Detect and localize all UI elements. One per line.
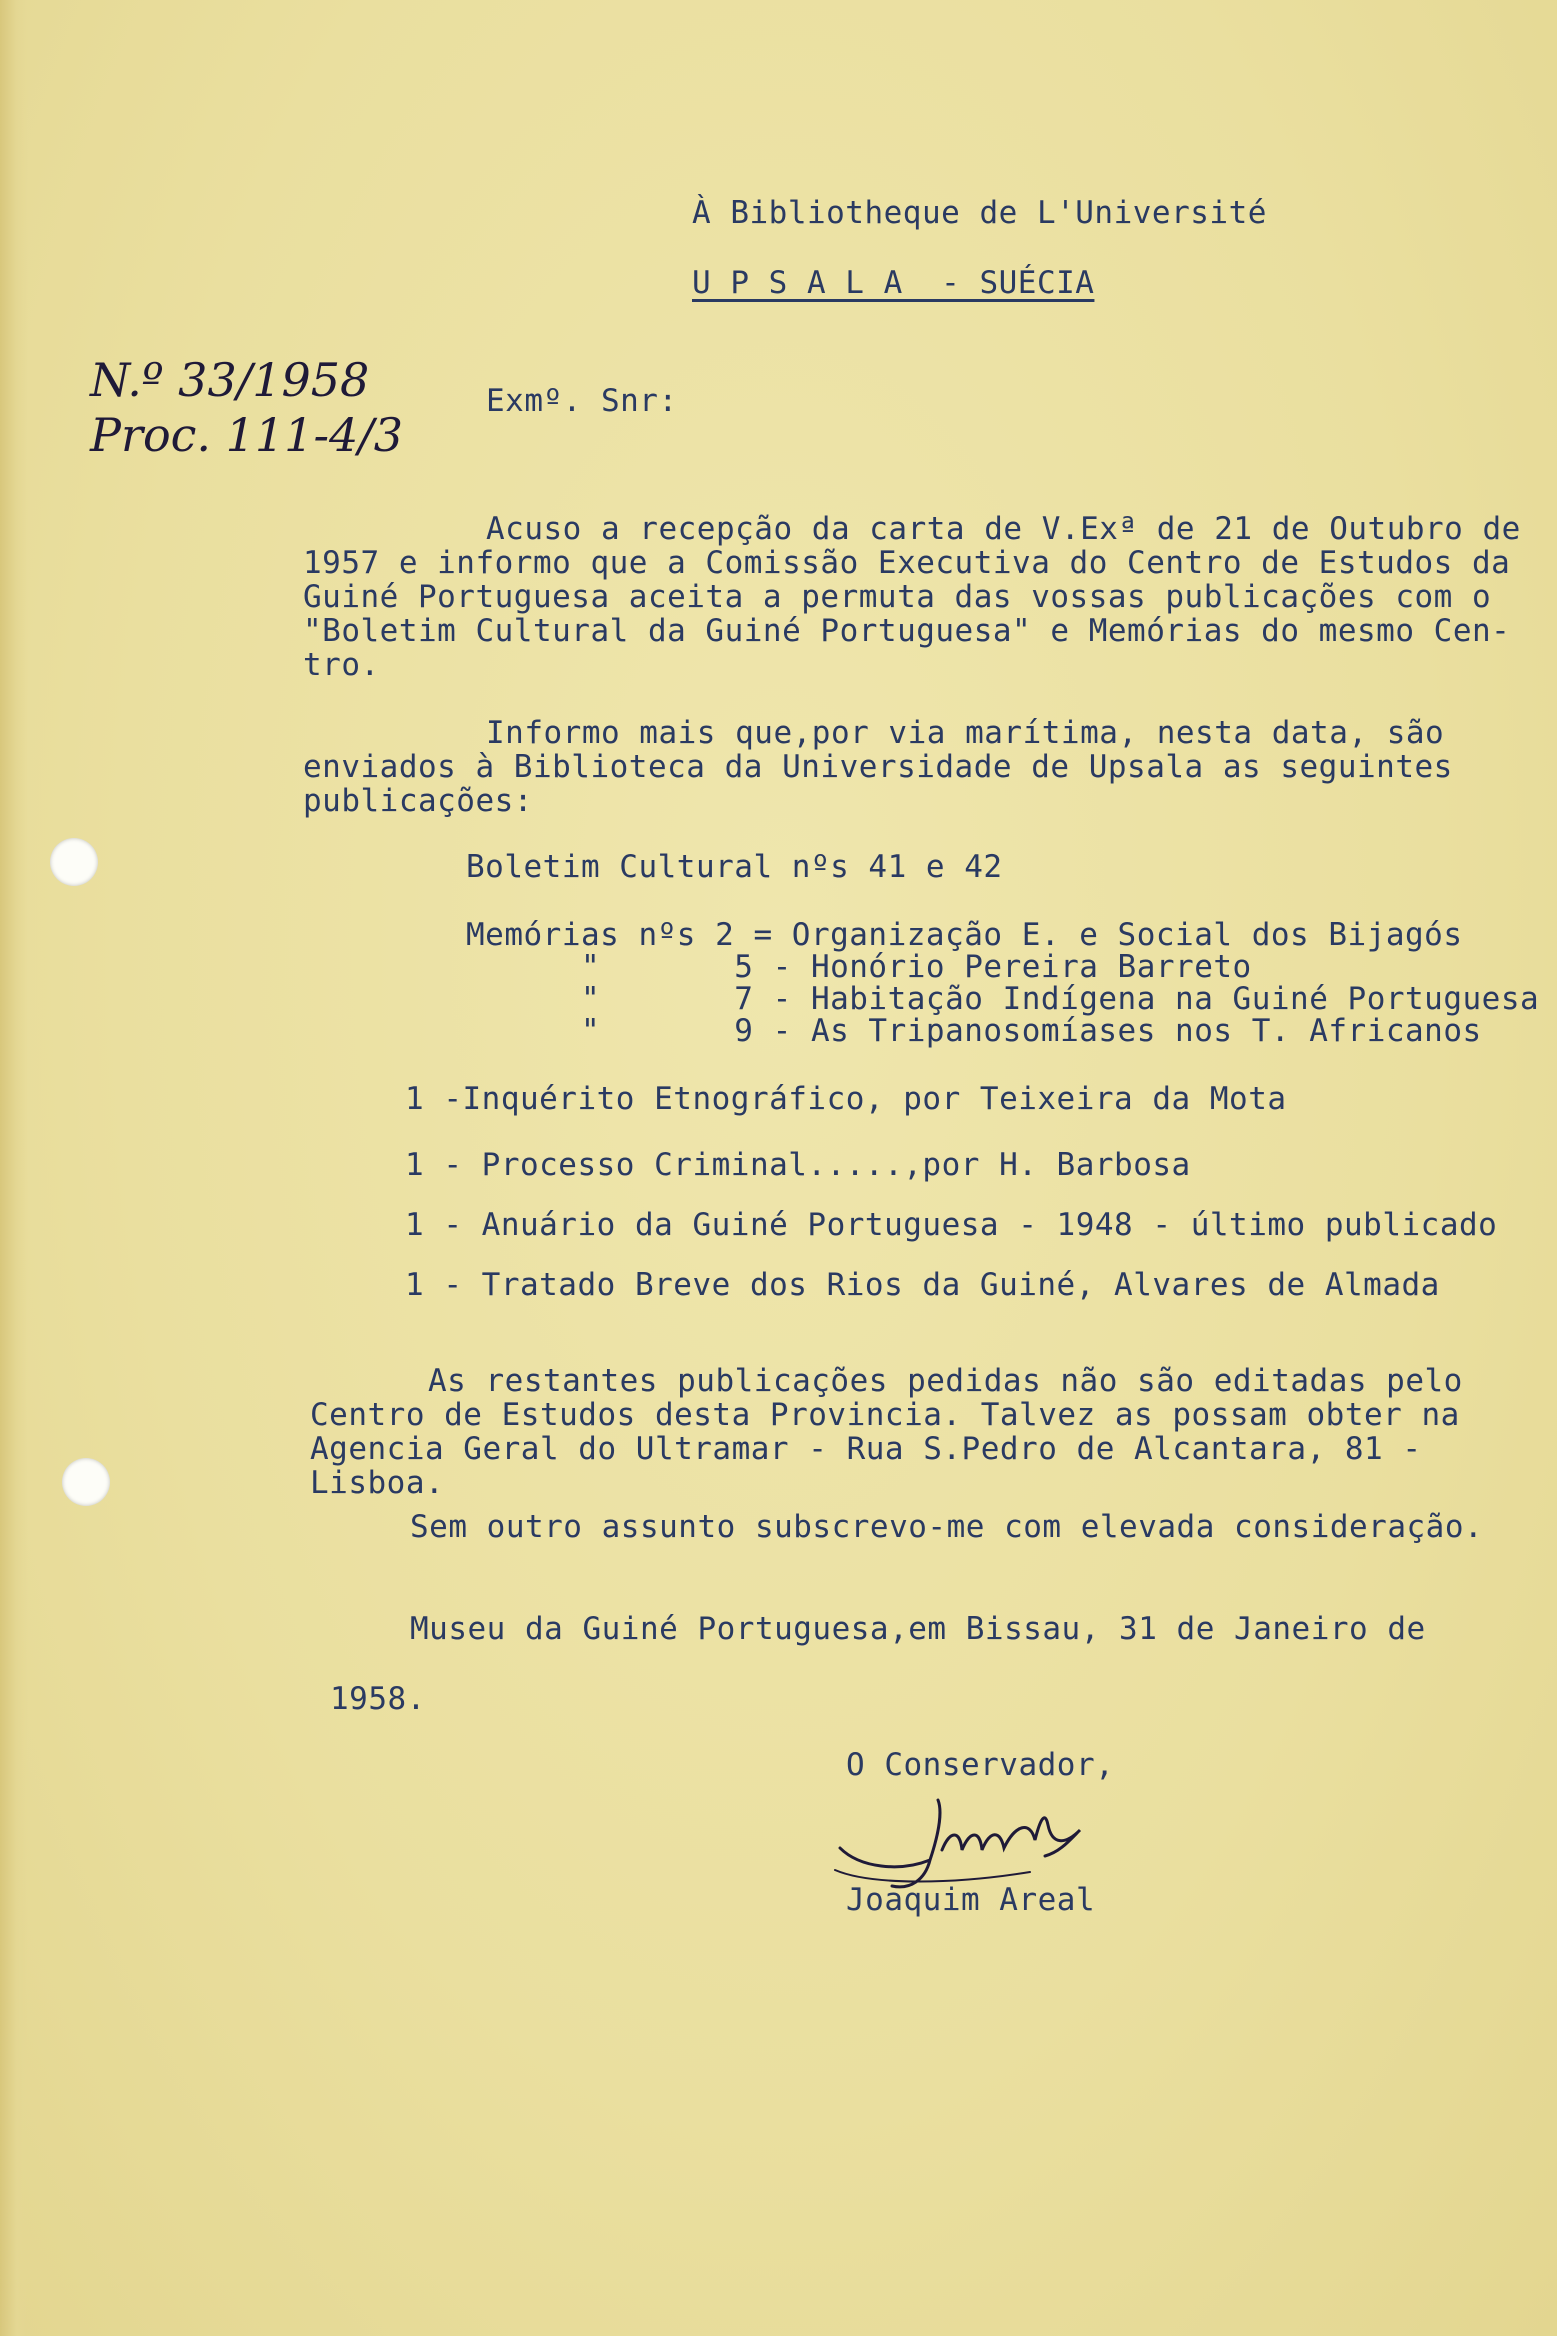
paper-edge	[0, 0, 28, 2336]
punch-hole	[62, 1458, 110, 1506]
paragraph1-line: Guiné Portuguesa aceita a permuta das vossas publicações com o	[303, 579, 1492, 615]
paragraph1-line: "Boletim Cultural da Guiné Portuguesa" e Memórias do mesmo Cen-	[303, 613, 1511, 649]
paragraph1-line: 1957 e informo que a Comissão Executiva do Centro de Estudos da	[303, 545, 1511, 581]
paragraph1-line: tro.	[303, 647, 380, 683]
signature-name: Joaquim Areal	[846, 1882, 1096, 1918]
memorias-line: " 7 - Habitação Indígena na Guiné Portuguesa	[466, 981, 1540, 1017]
place-date: Museu da Guiné Portuguesa,em Bissau, 31 de Janeiro de	[410, 1611, 1426, 1647]
paragraph3-line: Lisboa.	[310, 1465, 445, 1501]
addressee-line-2: U P S A L A - SUÉCIA	[692, 265, 1095, 301]
memorias-line: " 9 - As Tripanosomíases nos T. Africanos	[466, 1013, 1482, 1049]
paragraph2-line: enviados à Biblioteca da Universidade de Upsala as seguintes	[303, 749, 1453, 785]
memorias-line: Memórias nºs 2 = Organização E. e Social dos Bijagós	[466, 917, 1463, 953]
salutation: Exmº. Snr:	[486, 383, 678, 419]
paragraph3-line: As restantes publicações pedidas não são editadas pelo	[428, 1363, 1463, 1399]
publication-item: 1 - Tratado Breve dos Rios da Guiné, Alvares de Almada	[405, 1267, 1440, 1303]
closing-title: O Conservador,	[846, 1747, 1115, 1783]
publication-item: 1 - Processo Criminal.....,por H. Barbosa	[405, 1147, 1191, 1183]
paragraph3-line: Centro de Estudos desta Provincia. Talvez as possam obter na	[310, 1397, 1460, 1433]
paragraph3-line: Sem outro assunto subscrevo-me com elevada consideração.	[410, 1509, 1484, 1545]
addressee-line-1: À Bibliotheque de L'Université	[692, 195, 1267, 231]
paragraph2-line: publicações:	[303, 783, 533, 819]
paragraph1-line: Acuso a recepção da carta de V.Exª de 21 de Outubro de	[486, 511, 1521, 547]
paragraph3-line: Agencia Geral do Ultramar - Rua S.Pedro de Alcantara, 81 -	[310, 1431, 1422, 1467]
boletim-line: Boletim Cultural nºs 41 e 42	[466, 849, 1003, 885]
paragraph2-line: Informo mais que,por via marítima, nesta data, são	[486, 715, 1445, 751]
memorias-line: " 5 - Honório Pereira Barreto	[466, 949, 1252, 985]
handwritten-process: Proc. 111-4/3	[90, 408, 404, 462]
publication-item: 1 - Anuário da Guiné Portuguesa - 1948 - último publicado	[405, 1207, 1498, 1243]
punch-hole	[50, 838, 98, 886]
year: 1958.	[330, 1681, 426, 1717]
publication-item: 1 -Inquérito Etnográfico, por Teixeira da Mota	[405, 1081, 1287, 1117]
handwritten-number: N.º 33/1958	[90, 353, 370, 407]
